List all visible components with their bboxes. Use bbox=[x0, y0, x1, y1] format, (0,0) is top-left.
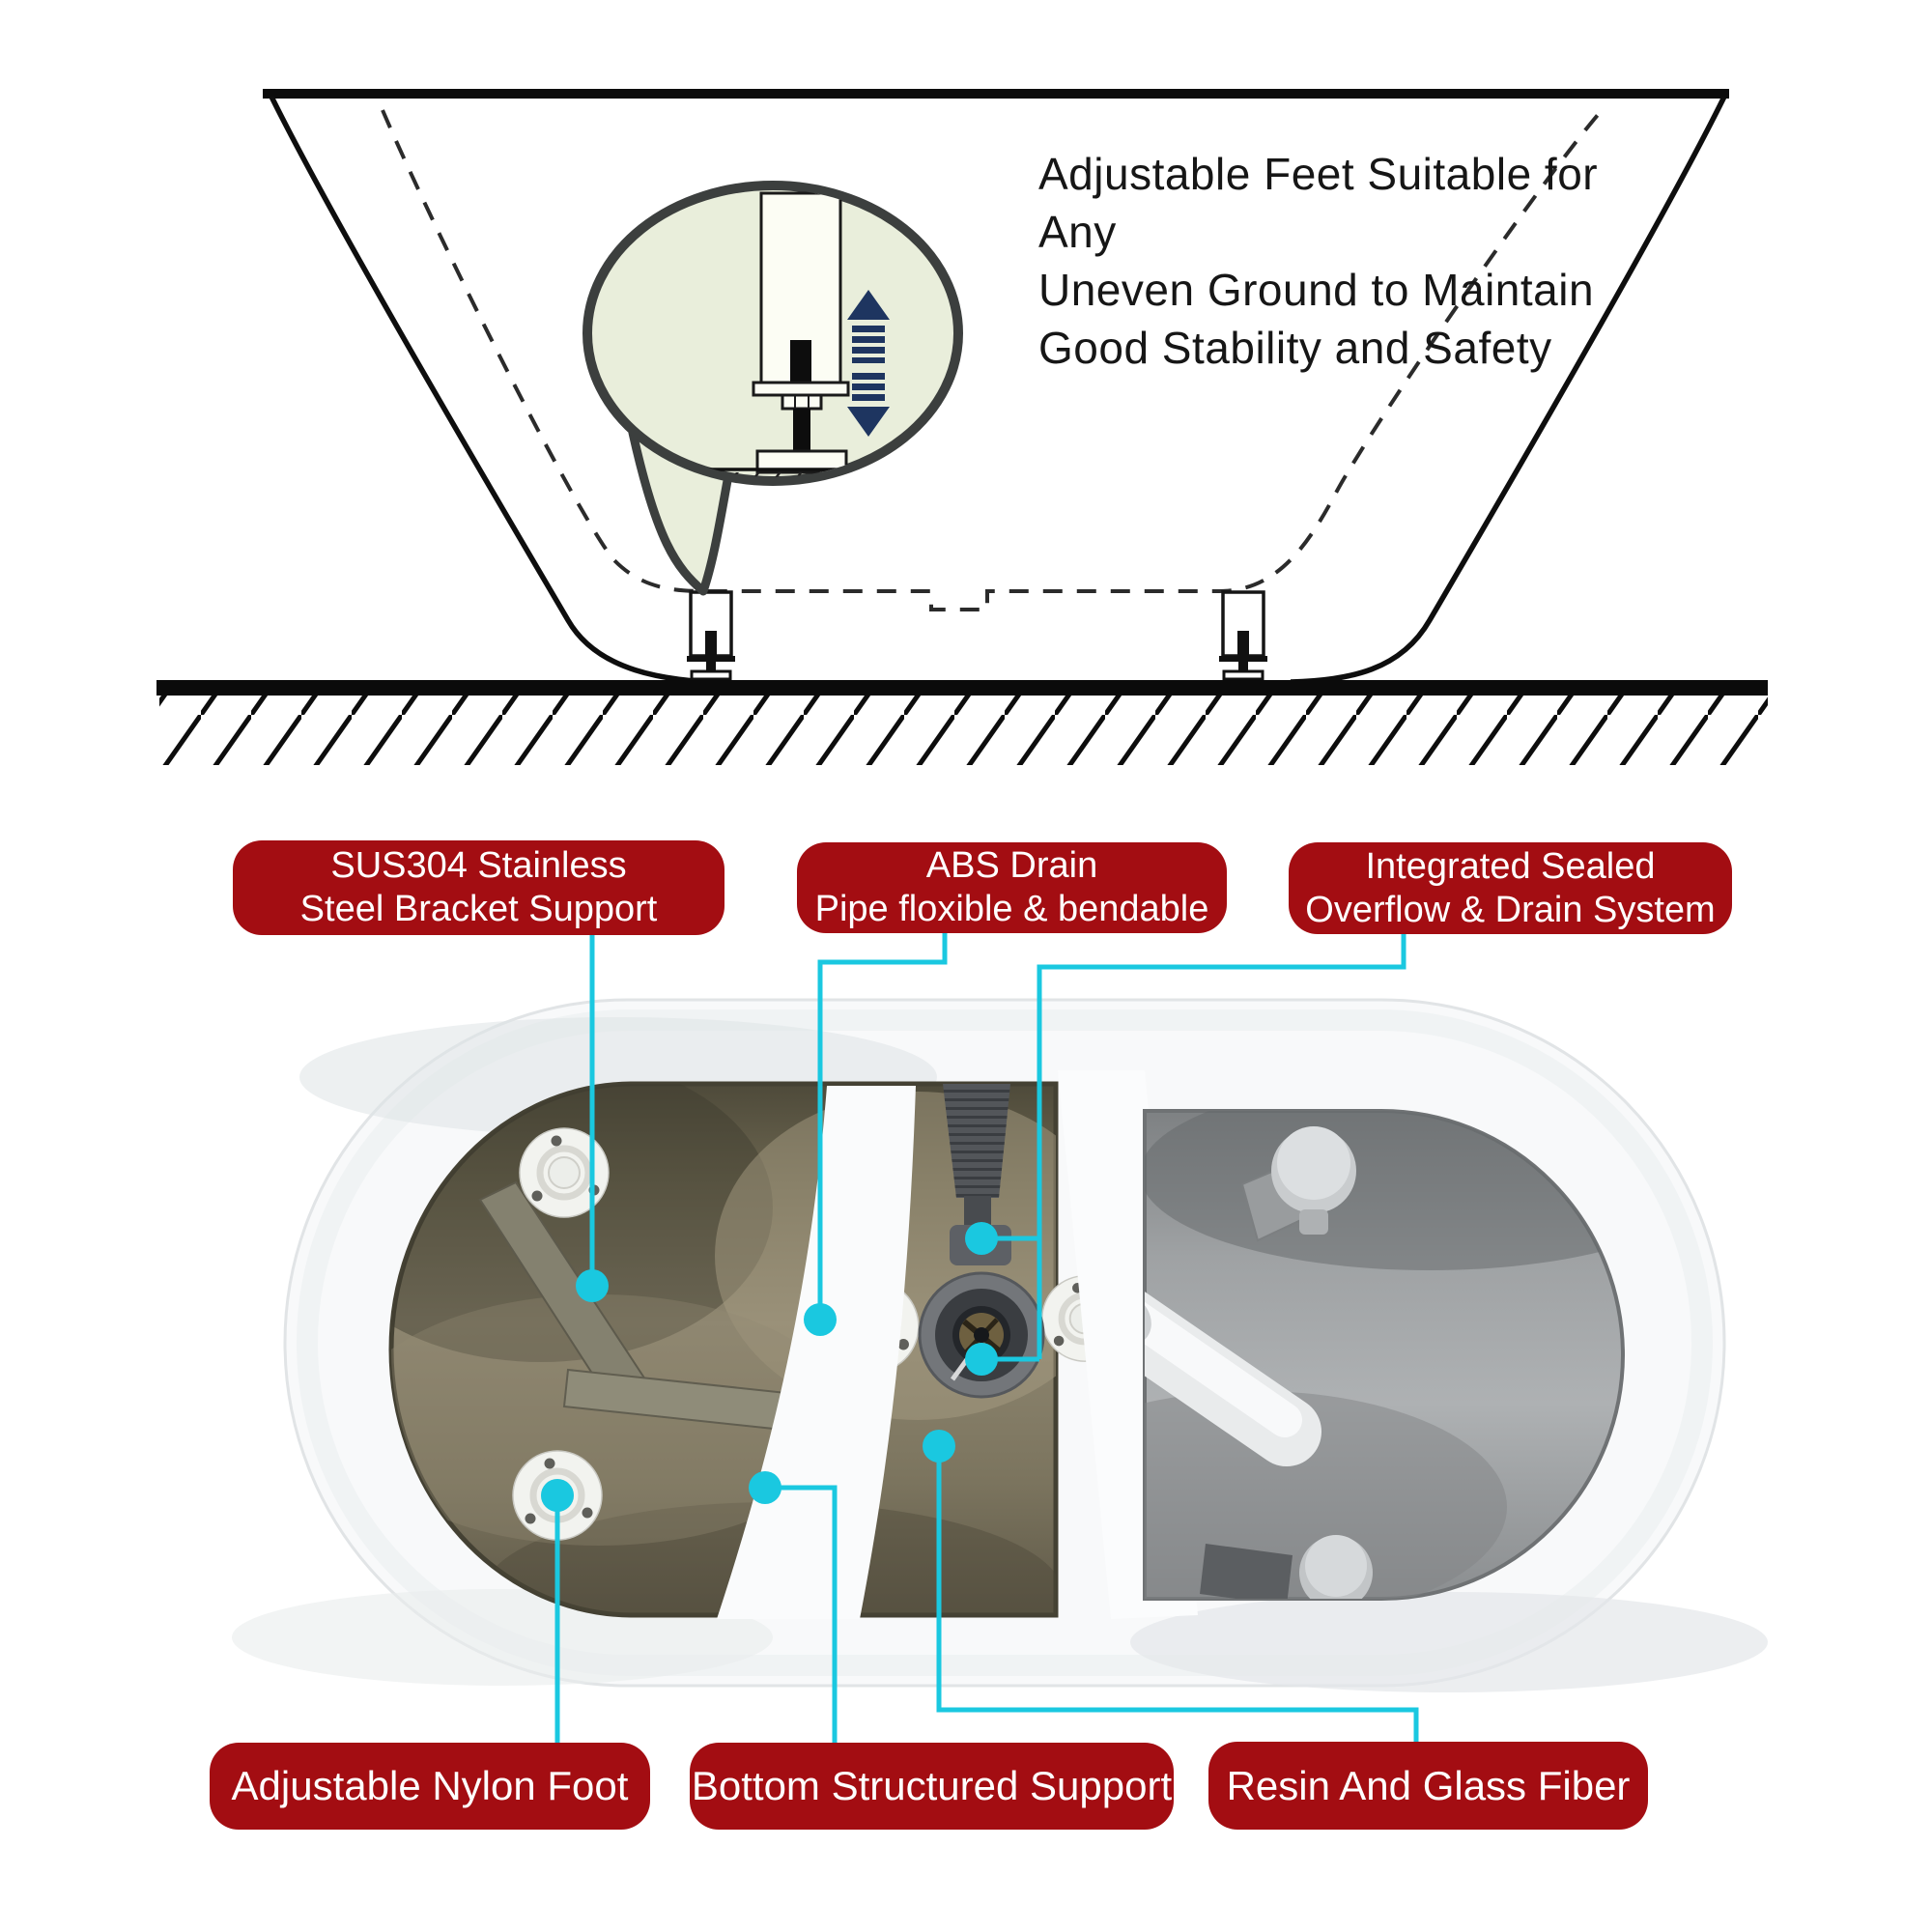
foot-pad-upper-left bbox=[520, 1128, 609, 1217]
callout-bubble bbox=[587, 185, 958, 591]
label-abs-drain bbox=[797, 842, 1227, 933]
leader-dot bbox=[749, 1471, 781, 1504]
label-nylon-foot bbox=[210, 1743, 650, 1830]
leader-dot bbox=[541, 1479, 574, 1512]
label-line: Adjustable Nylon Foot bbox=[231, 1763, 629, 1809]
label-line: Bottom Structured Support bbox=[691, 1763, 1173, 1809]
leader-dot bbox=[923, 1430, 955, 1463]
leader-dot bbox=[965, 1343, 998, 1376]
feet-annotation bbox=[1038, 145, 1657, 377]
label-line: SUS304 Stainless bbox=[330, 845, 627, 887]
adjustable-foot-left bbox=[687, 592, 735, 685]
label-line: Resin And Glass Fiber bbox=[1226, 1762, 1631, 1808]
label-resin-fiber bbox=[1208, 1742, 1648, 1830]
label-line: Steel Bracket Support bbox=[299, 889, 658, 929]
tub-bottom-photo bbox=[232, 1000, 1768, 1692]
annotation-line: Adjustable Feet Suitable for Any bbox=[1038, 149, 1599, 257]
label-line: Integrated Sealed bbox=[1365, 845, 1656, 887]
annotation-line: Uneven Ground to Maintain bbox=[1038, 265, 1595, 315]
leader-dot bbox=[804, 1303, 837, 1336]
label-bottom-support bbox=[690, 1743, 1174, 1830]
label-line: ABS Drain bbox=[925, 845, 1098, 887]
adjustable-foot-right bbox=[1219, 592, 1267, 685]
leader-dot bbox=[965, 1222, 998, 1255]
ground bbox=[156, 680, 1768, 765]
label-sus304-bracket bbox=[233, 840, 724, 935]
label-line: Overflow & Drain System bbox=[1305, 889, 1716, 930]
leader-dot bbox=[576, 1269, 609, 1302]
drain-flange bbox=[920, 1273, 1043, 1397]
annotation-line: Good Stability and Safety bbox=[1038, 323, 1552, 373]
ground-hatch bbox=[159, 696, 1768, 765]
label-overflow-drain-system bbox=[1289, 842, 1732, 934]
label-line: Pipe floxible & bendable bbox=[814, 889, 1209, 929]
